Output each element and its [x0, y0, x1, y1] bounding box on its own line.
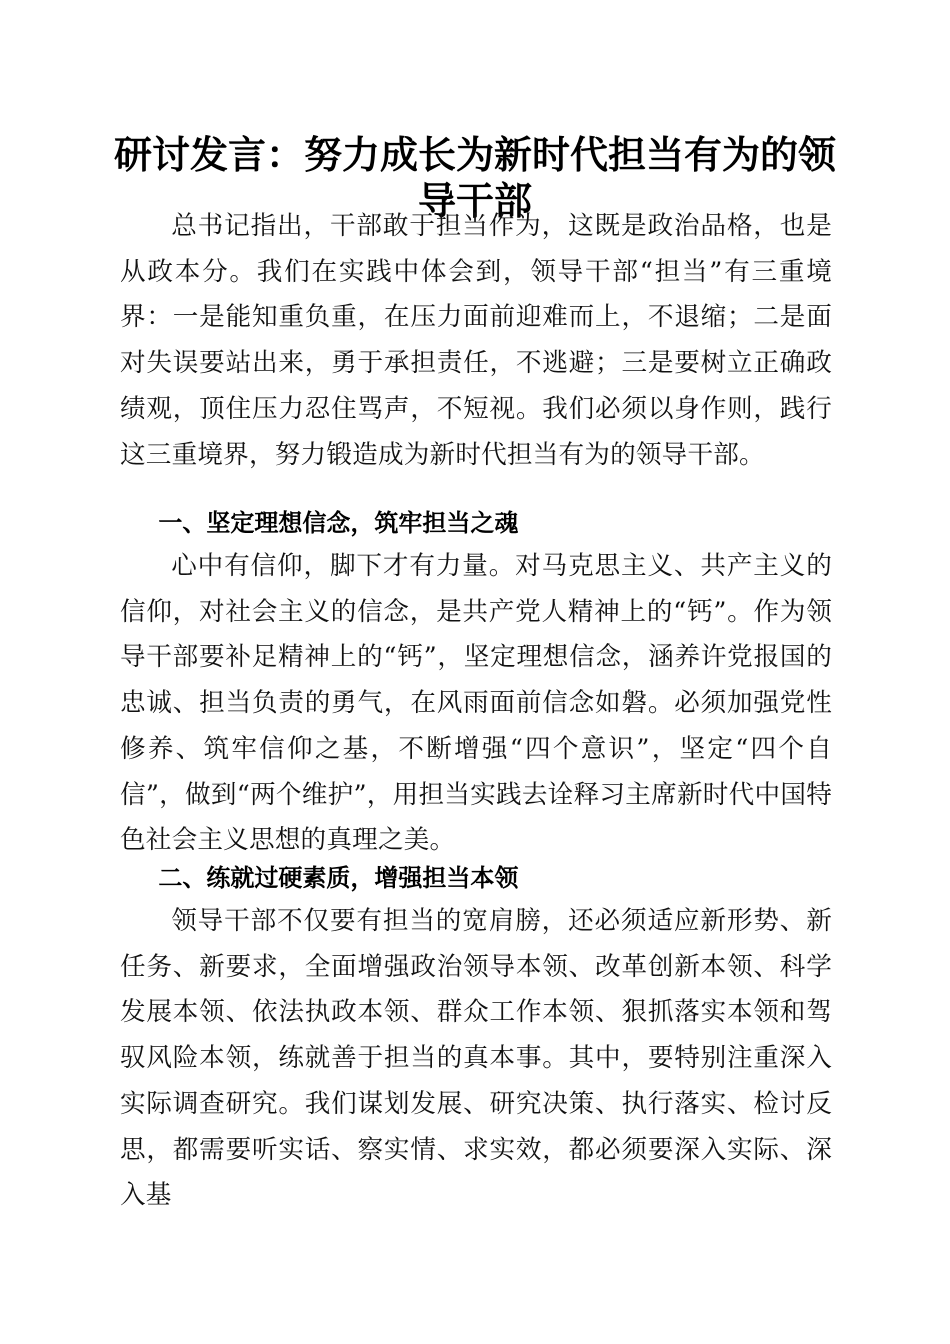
section-heading-1: 一、坚定理想信念，筑牢担当之魂 [158, 509, 519, 537]
section-paragraph-2: 领导干部不仅要有担当的宽肩膀，还必须适应新形势、新任务、新要求，全面增强政治领导本领、改革创新本领、科学发展本领、依法执政本领、群众工作本领、狠抓落实本领和驾驭风险本领，练就善于担当的真本事。其中，要特别注重深入实际调查研究。我们谋划发展、研究决策、执行落实、检讨反思，都需要听实话、察实情、求实效，都必须要深入实际、深入基 [120, 906, 832, 1211]
document-title: 研讨发言：努力成长为新时代担当有为的领导干部 [113, 132, 836, 223]
intro-paragraph: 总书记指出，干部敢于担当作为，这既是政治品格，也是从政本分。我们在实践中体会到，领导干部“担当”有三重境界：一是能知重负重，在压力面前迎难而上，不退缩；二是面对失误要站出来，勇于承担责任，不逃避；三是要树立正确政绩观，顶住压力忍住骂声，不短视。我们必须以身作则，践行这三重境界，努力锻造成为新时代担当有为的领导干部。 [120, 211, 832, 470]
section-paragraph-1: 心中有信仰，脚下才有力量。对马克思主义、共产主义的信仰，对社会主义的信念，是共产党人精神上的“钙”。作为领导干部要补足精神上的“钙”，坚定理想信念，涵养许党报国的忠诚、担当负责的勇气，在风雨面前信念如磐。必须加强党性修养、筑牢信仰之基，不断增强“四个意识”，坚定“四个自信”，做到“两个维护”，用担当实践去诠释习主席新时代中国特色社会主义思想的真理之美。 [120, 551, 832, 856]
section-heading-2: 二、练就过硬素质，增强担当本领 [158, 864, 519, 892]
